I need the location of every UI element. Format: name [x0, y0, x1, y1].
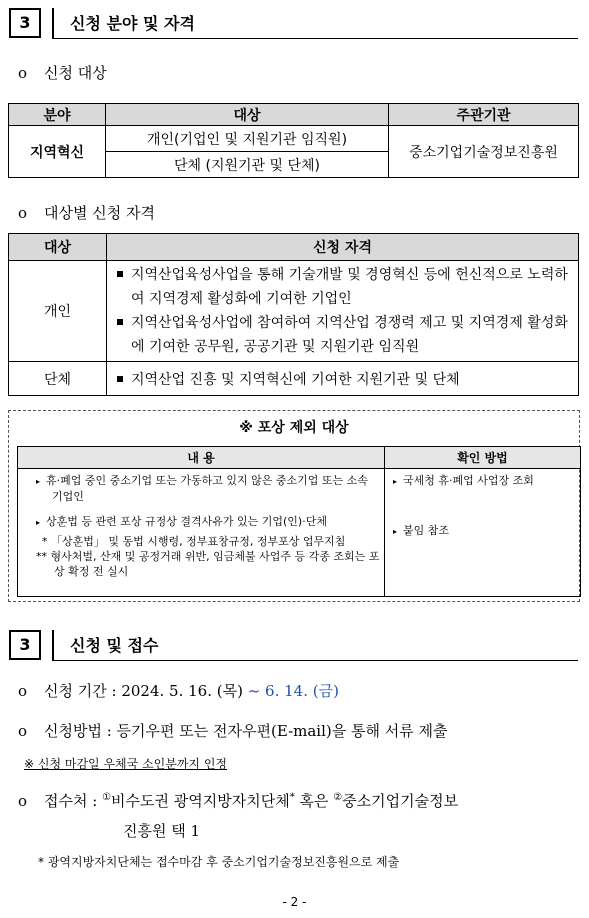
- reception-line-2: 진흥원 택 1: [123, 822, 201, 840]
- row-label: 단체: [9, 362, 107, 396]
- col-header-target: 대상: [106, 104, 389, 126]
- target-table: [8, 103, 579, 178]
- section-title: 신청 분야 및 자격: [70, 14, 195, 33]
- section-title: 신청 및 접수: [70, 636, 159, 655]
- exclusion-note: * 「상훈법」 및 동법 시행령, 정부표창규정, 정부포상 업무지침: [42, 535, 346, 548]
- circle-bullet-icon: o: [18, 682, 28, 700]
- circle-bullet-icon: o: [18, 204, 28, 222]
- section-underline: [52, 38, 578, 39]
- col-header-field: 분야: [9, 104, 106, 126]
- agency-cell: 중소기업기술정보진흥원: [389, 126, 579, 178]
- col-header-target: 대상: [9, 234, 107, 261]
- section-divider: [52, 630, 54, 660]
- bullet-qualification: o 대상별 신청 자격: [18, 204, 155, 222]
- qualification-item: 지역산업 진흥 및 지역혁신에 기여한 지원기관 및 단체: [111, 369, 578, 389]
- triangle-bullet-icon: ▸: [36, 518, 41, 527]
- section-underline: [52, 660, 578, 661]
- exclusion-title: ※ 포상 제외 대상: [239, 420, 349, 436]
- exclusion-table: [17, 446, 581, 597]
- circle-bullet-icon: o: [18, 64, 28, 82]
- section-number: 3: [9, 8, 41, 38]
- exclusion-box: [8, 410, 580, 602]
- application-period: o 신청 기간 : 2024. 5. 16. (목) ~ 6. 14. (금): [18, 682, 339, 700]
- exclusion-note: ** 형사처벌, 산재 및 공정거래 위반, 임금체불 사업주 등 각종 조회는 포상 확정 전 실시: [36, 550, 380, 578]
- col-header-method: 확인 방법: [385, 447, 581, 469]
- col-header-agency: 주관기관: [389, 104, 579, 126]
- qualification-table: [8, 233, 579, 396]
- circle-bullet-icon: o: [18, 792, 28, 810]
- target-cell: 개인(기업인 및 지원기관 임직원): [106, 126, 389, 152]
- field-cell: 지역혁신: [9, 126, 106, 178]
- section-number: 3: [9, 630, 41, 660]
- row-label: 개인: [9, 261, 107, 362]
- bullet-target: o 신청 대상: [18, 64, 107, 82]
- exclusion-item: ▸ 휴·폐업 중인 중소기업 또는 가동하고 있지 않은 중소기업 또는 소속 기업인: [36, 474, 368, 503]
- exclusion-item: ▸ 상훈법 등 관련 포상 규정상 결격사유가 있는 기업(인)·단체: [36, 515, 327, 528]
- qualification-item: 지역산업육성사업에 참여하여 지역산업 경쟁력 제고 및 지역경제 활성화에 기여한 공무원, 공공기관 및 지원기관 임직원: [111, 311, 576, 359]
- method-note: ※ 신청 마감일 우체국 소인분까지 인정: [24, 757, 228, 771]
- reception-note: * 광역지방자치단체는 접수마감 후 중소기업기술정보진흥원으로 제출: [38, 855, 400, 869]
- method-item: ▸ 국세청 휴·폐업 사업장 조회: [393, 474, 534, 487]
- target-cell: 단체 (지원기관 및 단체): [106, 152, 389, 178]
- method-item: ▸ 붙임 참조: [393, 524, 450, 537]
- triangle-bullet-icon: ▸: [36, 477, 41, 486]
- triangle-bullet-icon: ▸: [393, 477, 398, 486]
- section-divider: [52, 8, 54, 38]
- triangle-bullet-icon: ▸: [393, 527, 398, 536]
- square-bullet-icon: [117, 319, 123, 325]
- circle-bullet-icon: o: [18, 722, 28, 740]
- square-bullet-icon: [117, 376, 123, 382]
- qualification-item: 지역산업육성사업을 통해 기술개발 및 경영혁신 등에 헌신적으로 노력하여 지역경제 활성화에 기여한 기업인: [111, 263, 576, 311]
- reception-line: o 접수처 : ①비수도권 광역지방자치단체* 혹은 ②중소기업기술정보: [18, 792, 459, 810]
- col-header-qualification: 신청 자격: [107, 234, 579, 261]
- page-number: - 2 -: [282, 895, 307, 909]
- application-method: o 신청방법 : 등기우편 또는 전자우편(E-mail)을 통해 서류 제출: [18, 722, 448, 740]
- col-header-content: 내 용: [18, 447, 385, 469]
- square-bullet-icon: [117, 271, 123, 277]
